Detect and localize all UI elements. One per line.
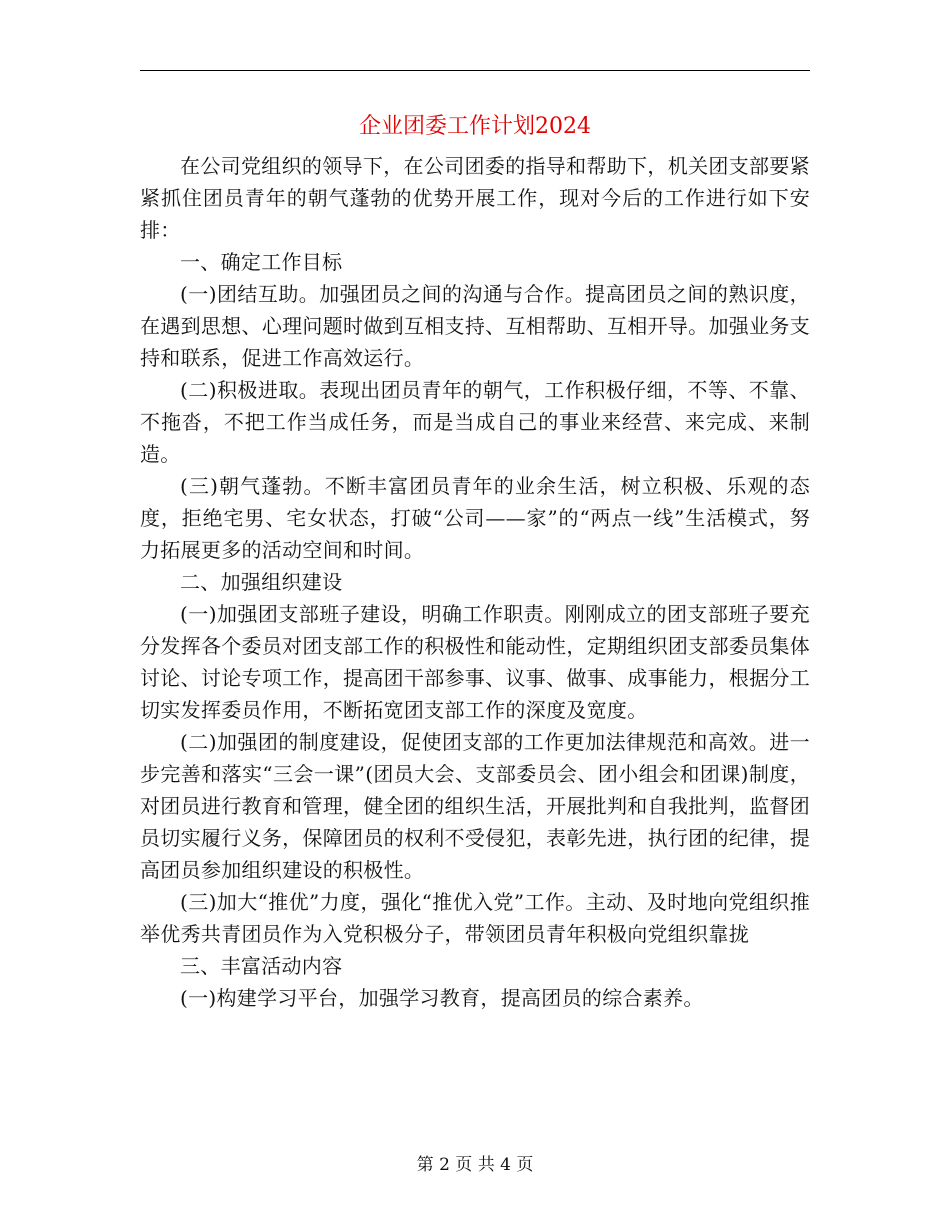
document-body — [140, 150, 810, 1014]
section-heading-3: 三、丰富活动内容 — [180, 954, 343, 978]
header-rule — [140, 70, 810, 71]
document-title: 企业团委工作计划2024 — [359, 114, 591, 139]
body-paragraph: (三)朝气蓬勃。不断丰富团员青年的业余生活，树立积极、乐观的态度，拒绝宅男、宅女状态，打破“公司——家”的“两点一线”生活模式，努力拓展更多的活动空间和时间。 — [140, 474, 810, 562]
body-paragraph: (二)加强团的制度建设，促使团支部的工作更加法律规范和高效。进一步完善和落实“三会一课”(团员大会、支部委员会、团小组会和团课)制度，对团员进行教育和管理，健全团的组织生活，开展批判和自我批判，监督团员切实履行义务，保障团员的权利不受侵犯，表彰先进，执行团的纪律，提高团员参加组织建设的积极性。 — [140, 730, 810, 882]
body-paragraph: (二)积极进取。表现出团员青年的朝气，工作积极仔细，不等、不靠、不拖沓，不把工作当成任务，而是当成自己的事业来经营、来完成、来制造。 — [140, 378, 810, 466]
body-paragraph: (三)加大“推优”力度，强化“推优入党”工作。主动、及时地向党组织推举优秀共青团员作为入党积极分子，带领团员青年积极向党组织靠拢 — [140, 890, 810, 946]
section-heading-2: 二、加强组织建设 — [180, 570, 343, 594]
page-number: 第 2 页 共 4 页 — [416, 1155, 534, 1175]
body-paragraph: (一)团结互助。加强团员之间的沟通与合作。提高团员之间的熟识度，在遇到思想、心理问题时做到互相支持、互相帮助、互相开导。加强业务支持和联系，促进工作高效运行。 — [140, 282, 810, 370]
intro-paragraph: 在公司党组织的领导下，在公司团委的指导和帮助下，机关团支部要紧紧抓住团员青年的朝气蓬勃的优势开展工作，现对今后的工作进行如下安排： — [140, 154, 810, 242]
body-paragraph: (一)加强团支部班子建设，明确工作职责。刚刚成立的团支部班子要充分发挥各个委员对团支部工作的积极性和能动性，定期组织团支部委员集体讨论、讨论专项工作，提高团干部参事、议事、做事、成事能力，根据分工切实发挥委员作用，不断拓宽团支部工作的深度及宽度。 — [140, 602, 810, 722]
section-heading-1: 一、确定工作目标 — [180, 250, 343, 274]
body-paragraph: (一)构建学习平台，加强学习教育，提高团员的综合素养。 — [180, 986, 704, 1010]
